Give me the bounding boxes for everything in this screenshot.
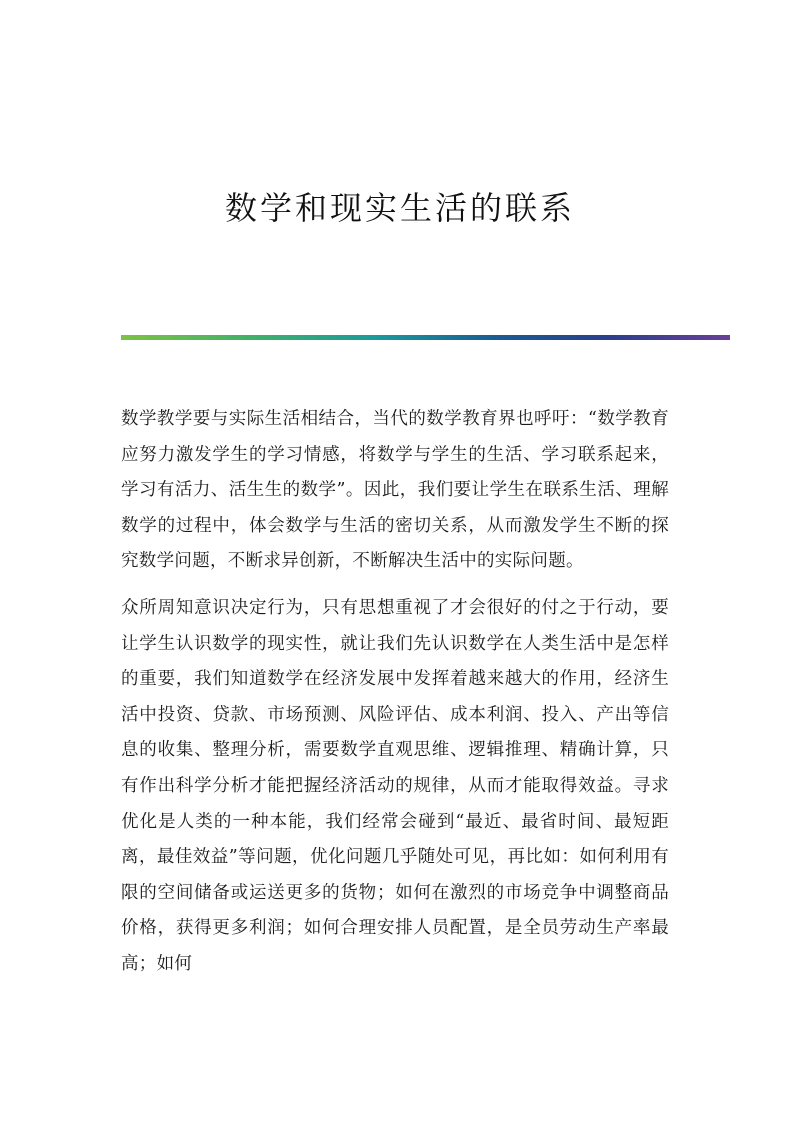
- paragraph-2: 众所周知意识决定行为，只有思想重视了才会很好的付之于行动，要让学生认识数学的现实性，就让我们先认识数学在人类生活中是怎样的重要，我们知道数学在经济发展中发挥着越来越大的作用，经济生活中投资、贷款、市场预测、风险评估、成本利润、投入、产出等信息的收集、整理分析，需要数学直观思维、逻辑推理、精确计算，只有作出科学分析才能把握经济活动的规律，从而才能取得效益。寻求优化是人类的一种本能，我们经常会碰到“最近、最省时间、最短距离，最佳效益”等问题，优化问题几乎随处可见，再比如：如何利用有限的空间储备或运送更多的货物；如何在激烈的市场竞争中调整商品价格，获得更多利润；如何合理安排人员配置，是全员劳动生产率最高；如何: [121, 597, 669, 974]
- page-title: 数学和现实生活的联系: [224, 189, 575, 227]
- paragraph-1: 数学教学要与实际生活相结合，当代的数学教育界也呼吁：“数学教育应努力激发学生的学习情感，将数学与学生的生活、学习联系起来，学习有活力、活生生的数学”。因此，我们要让学生在联系生活、理解数学的过程中，体会数学与生活的密切关系，从而激发学生不断的探究数学问题，不断求异创新，不断解决生活中的实际问题。: [121, 409, 669, 572]
- document-body: [121, 402, 669, 994]
- title-divider: [121, 335, 730, 340]
